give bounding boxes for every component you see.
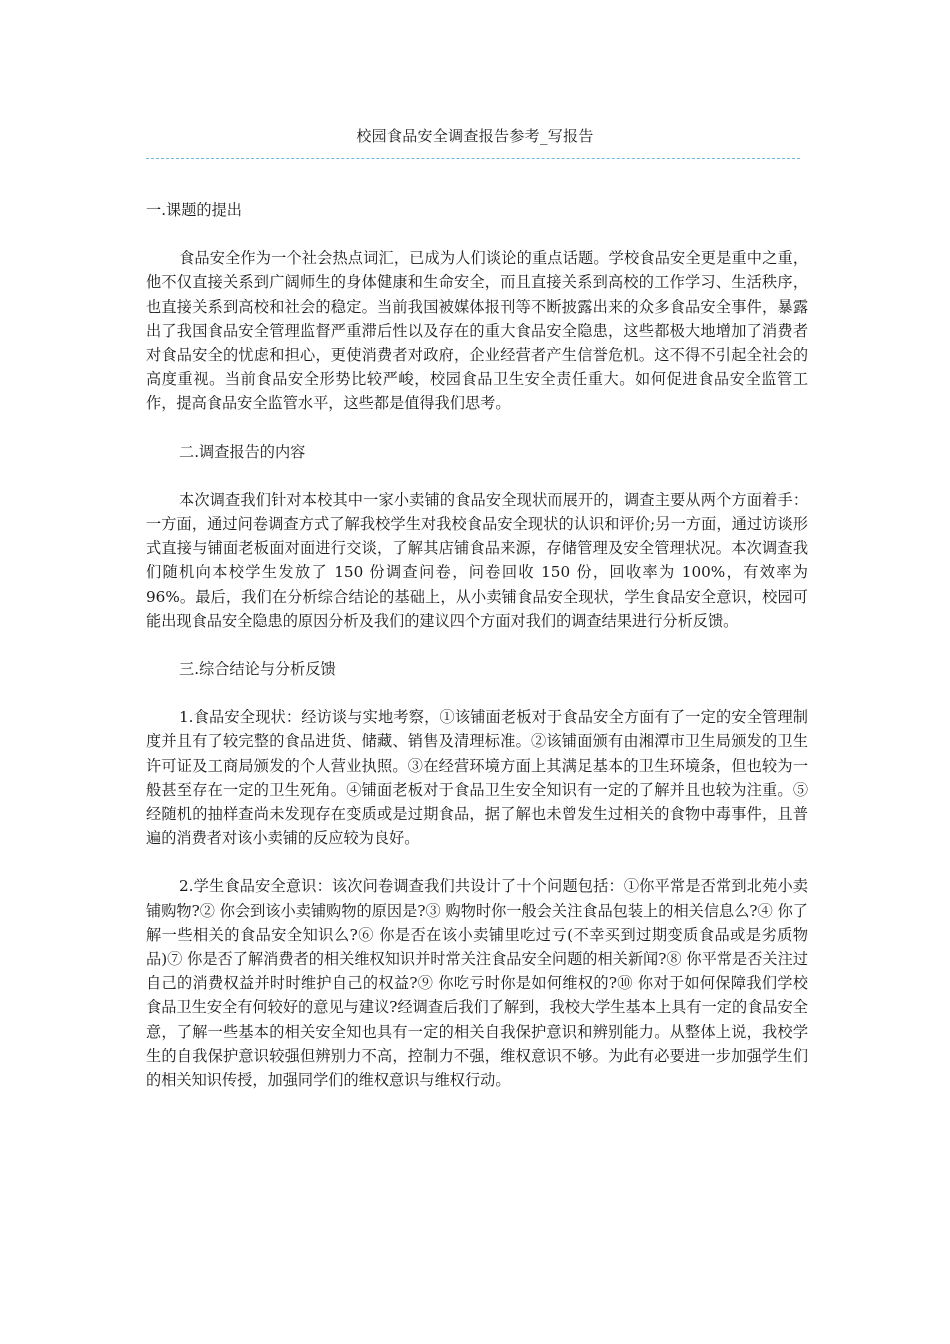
paragraph: 2.学生食品安全意识：该次问卷调查我们共设计了十个问题包括：①你平常是否常到北苑小卖铺购物?② 你会到该小卖铺购物的原因是?③ 购物时你一般会关注食品包装上的相关信息么?④ 你了解一些相关的食品安全知识么?⑥ 你是否在该小卖铺里吃过亏(不幸买到过期变质食品或是劣质物品)⑦ 你是否了解消费者的相关维权知识并时常关注食品安全问题的相关新闻?⑧ 你平常是否关注过自己的消费权益并时时维护自己的权益?⑨ 你吃亏时你是如何维权的?⑩ 你对于如何保障我们学校食品卫生安全有何较好的意见与建议?经调查后我们了解到，我校大学生基本上具有一定的食品安全意，了解一些基本的相关安全知也具有一定的相关自我保护意识和辨别能力。从整体上说，我校学生的自我保护意识较强但辨别力不高，控制力不强，维权意识不够。为此有必要进一步加强学生们的相关知识传授，加强同学们的维权意识与维权行动。 — [146, 877, 808, 1090]
section-heading: 三.综合结论与分析反馈 — [179, 660, 336, 679]
title-divider — [146, 158, 800, 159]
section-heading: 一.课题的提出 — [146, 201, 242, 219]
section-heading: 二.调查报告的内容 — [179, 442, 306, 461]
paragraph: 本次调查我们针对本校其中一家小卖铺的食品安全现状而展开的，调查主要从两个方面着手：一方面，通过问卷调查方式了解我校学生对我校食品安全现状的认识和评价;另一方面，通过访谈形式直接与铺面老板面对面进行交谈，了解其店铺食品来源，存储管理及安全管理状况。本次调查我们随机向本校学生发放了 150 份调查问卷，问卷回收 150 份，回收率为 100%，有效率为 96%。最后，我们在分析综合结论的基础上，从小卖铺食品安全现状，学生食品安全意识，校园可能出现食品安全隐患的原因分析及我们的建议四个方面对我们的调查结果进行分析反馈。 — [146, 490, 808, 630]
document-body — [146, 198, 808, 1092]
paragraph: 食品安全作为一个社会热点词汇，已成为人们谈论的重点话题。学校食品安全更是重中之重，他不仅直接关系到广阔师生的身体健康和生命安全，而且直接关系到高校的工作学习、生活秩序，也直接关系到高校和社会的稳定。当前我国被媒体报刊等不断披露出来的众多食品安全事件，暴露出了我国食品安全管理监督严重滞后性以及存在的重大食品安全隐患，这些都极大地增加了消费者对食品安全的忧虑和担心，更使消费者对政府，企业经营者产生信誉危机。这不得不引起全社会的高度重视。当前食品安全形势比较严峻，校园食品卫生安全责任重大。如何促进食品安全监管工作，提高食品安全监管水平，这些都是值得我们思考。 — [146, 249, 808, 413]
paragraph: 1.食品安全现状：经访谈与实地考察，①该铺面老板对于食品安全方面有了一定的安全管理制度并且有了较完整的食品进货、储藏、销售及清理标准。②该铺面颁有由湘潭市卫生局颁发的卫生许可证及工商局颁发的个人营业执照。③在经营环境方面上其满足基本的卫生环境条，但也较为一般甚至存在一定的卫生死角。④铺面老板对于食品卫生安全知识有一定的了解并且也较为注重。⑤经随机的抽样查尚未发现存在变质或是过期食品，据了解也未曾发生过相关的食物中毒事件，且普遍的消费者对该小卖铺的反应较为良好。 — [146, 708, 808, 848]
document-title: 校园食品安全调查报告参考_写报告 — [356, 127, 594, 145]
